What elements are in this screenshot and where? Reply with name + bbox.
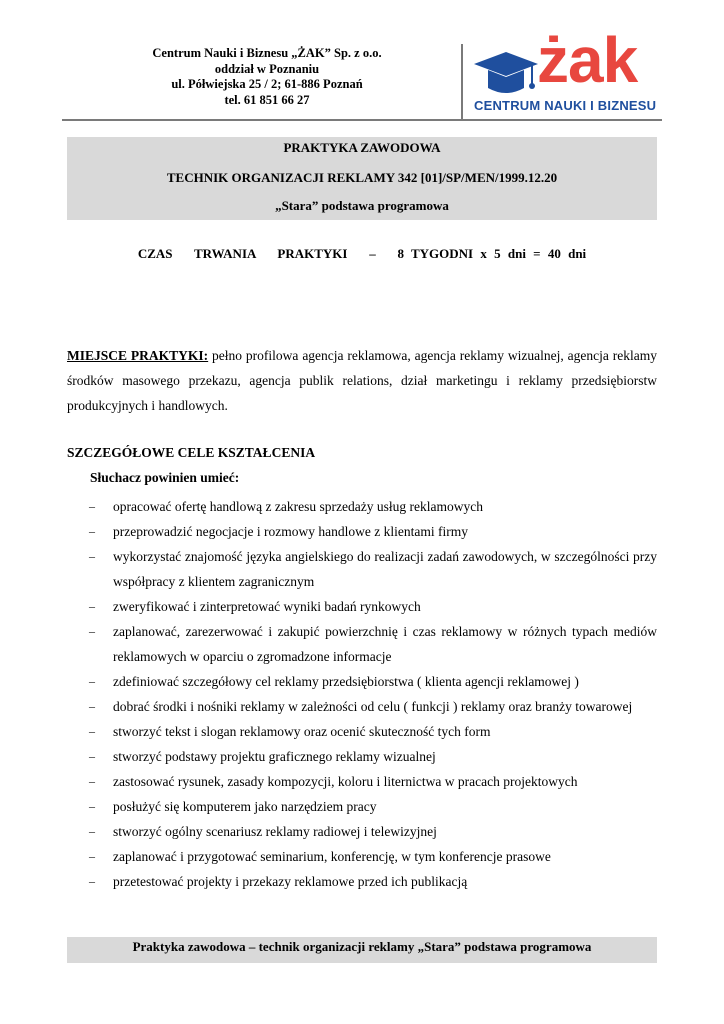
list-item: – przeprowadzić negocjacje i rozmowy handlowe z klientami firmy — [67, 519, 657, 544]
profession-code: TECHNIK ORGANIZACJI REKLAMY 342 [01]/SP/MEN/1999.12.20 — [166, 170, 558, 185]
logo-wordmark: żak — [537, 24, 638, 96]
list-item: – zastosować rysunek, zasady kompozycji, koloru i liternictwa w pracach projektowych — [67, 769, 657, 794]
curriculum-basis: „Stara” podstawa programowa — [275, 198, 449, 213]
goals-heading: SZCZEGÓŁOWE CELE KSZTAŁCENIA — [67, 445, 316, 460]
list-item: – zweryfikować i zinterpretować wyniki badań rynkowych — [67, 594, 657, 619]
practice-place-text: pełno profilowa agencja reklamowa, agencja reklamy wizualnej, agencja reklamy środków masowego przekazu, agencja publik relations, dział marketingu i reklamy przedsiębiorstw produkcyjnych i handlowych. — [67, 348, 657, 413]
list-item: – stworzyć podstawy projektu graficznego reklamy wizualnej — [67, 744, 657, 769]
practice-place — [67, 343, 657, 418]
dash-bullet: – — [89, 499, 95, 513]
list-item: – posłużyć się komputerem jako narzędziem pracy — [67, 794, 657, 819]
dash-bullet: – — [89, 674, 95, 688]
goals-list — [67, 494, 657, 894]
dash-bullet: – — [89, 699, 95, 713]
dash-bullet: – — [89, 774, 95, 788]
list-item: – opracować ofertę handlową z zakresu sprzedaży usług reklamowych — [67, 494, 657, 519]
header-divider-vertical — [461, 44, 463, 120]
company-branch: oddział w Poznaniu — [214, 61, 320, 76]
dash-bullet: – — [89, 849, 95, 863]
list-item: – stworzyć tekst i slogan reklamowy oraz ocenić skuteczność tych form — [67, 719, 657, 744]
practice-place-label: MIEJSCE PRAKTYKI: — [67, 348, 209, 363]
list-item: – zaplanować i przygotować seminarium, konferencję, w tym konferencje prasowe — [67, 844, 657, 869]
practice-duration: CZAS TRWANIA PRAKTYKI – 8 TYGODNI x 5 dni = 40 dni — [137, 246, 587, 261]
graduation-cap-icon — [474, 52, 538, 93]
company-address — [122, 46, 412, 108]
page-footer: Praktyka zawodowa – technik organizacji reklamy „Stara” podstawa programowa — [67, 937, 657, 963]
company-street: ul. Półwiejska 25 / 2; 61-886 Poznań — [171, 77, 363, 91]
dash-bullet: – — [89, 824, 95, 838]
list-item: – zaplanować, zarezerwować i zakupić powierzchnię i czas reklamowy w różnych typach mediów reklamowych w oparciu o zgromadzone informacje — [67, 619, 657, 669]
title-box — [67, 137, 657, 220]
list-item: – zdefiniować szczegółowy cel reklamy przedsiębiorstwa ( klienta agencji reklamowej ) — [67, 669, 657, 694]
logo-subtitle: CENTRUM NAUKI I BIZNESU — [474, 98, 657, 113]
list-item: – dobrać środki i nośniki reklamy w zależności od celu ( funkcji ) reklamy oraz branży towarowej — [67, 694, 657, 719]
dash-bullet: – — [89, 599, 95, 613]
document-title: PRAKTYKA ZAWODOWA — [283, 140, 441, 155]
header-divider-horizontal — [62, 119, 662, 121]
dash-bullet: – — [89, 799, 95, 813]
dash-bullet: – — [89, 549, 95, 563]
dash-bullet: – — [89, 624, 95, 638]
dash-bullet: – — [89, 874, 95, 888]
dash-bullet: – — [89, 749, 95, 763]
dash-bullet: – — [89, 724, 95, 738]
company-phone: tel. 61 851 66 27 — [224, 92, 310, 107]
goals-subheading: Słuchacz powinien umieć: — [90, 470, 240, 485]
list-item: – wykorzystać znajomość języka angielskiego do realizacji zadań zawodowych, w szczególności przy współpracy z klientem zagranicznym — [67, 544, 657, 594]
dash-bullet: – — [89, 524, 95, 538]
list-item: – stworzyć ogólny scenariusz reklamy radiowej i telewizyjnej — [67, 819, 657, 844]
company-name: Centrum Nauki i Biznesu „ŻAK” Sp. z o.o. — [152, 46, 382, 60]
list-item: – przetestować projekty i przekazy reklamowe przed ich publikacją — [67, 869, 657, 894]
